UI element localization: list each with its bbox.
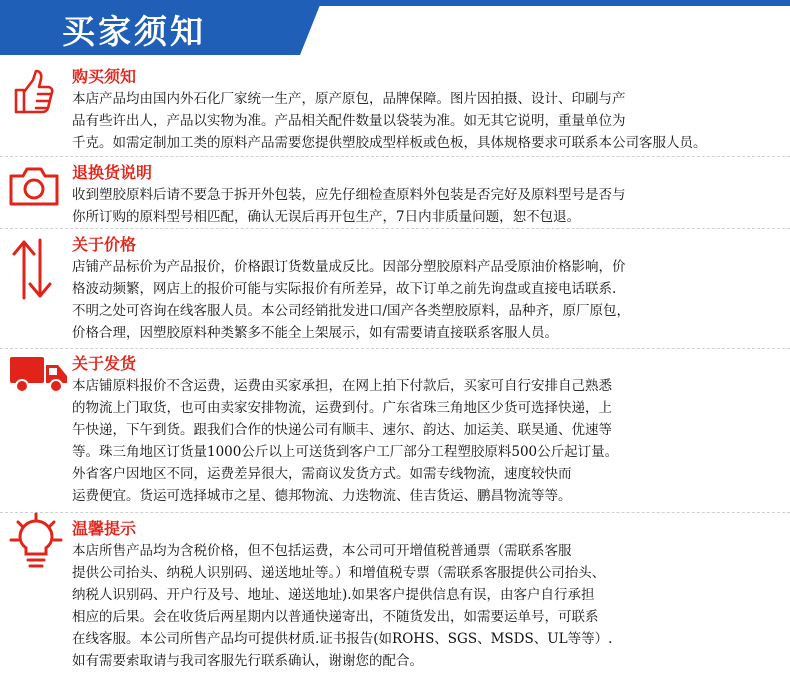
- divider: [0, 228, 790, 229]
- section-body: [72, 184, 782, 228]
- text-line: 如有需要索取请与我司客服先行联系确认，谢谢您的配合。: [72, 653, 423, 669]
- text-line: 运费便宜。货运可选择城市之星、德邦物流、力迭物流、佳吉货运、鹏昌物流等等。: [72, 488, 572, 504]
- text-line: 价格合理，因塑胶原料种类繁多不能全上架展示，如有需要请直接联系客服人员。: [72, 325, 558, 341]
- section-title: 温馨提示: [72, 519, 137, 538]
- banner-wedge: [300, 0, 322, 55]
- text-line: 午快递，下午到货。跟我们合作的快递公司有顺丰、速尔、韵达、加运美、联昊通、优速等: [72, 422, 612, 438]
- text-line: 纳税人识别码、开户行及号、地址、递送地址).如果客户提供信息有误，由客户自行承担: [72, 587, 595, 603]
- section-title: 关于发货: [72, 354, 137, 373]
- section-title: 关于价格: [72, 235, 137, 254]
- text-line: 你所订购的原料型号相匹配，确认无误后再开包生产，7日内非质量问题，恕不包退。: [72, 209, 581, 225]
- section-title: 退换货说明: [72, 163, 153, 182]
- banner-stripe: [318, 0, 790, 6]
- text-line: 提供公司抬头、纳税人识别码、递送地址等。）和增值税专票（需联系客服提供公司抬头、: [72, 565, 606, 581]
- page-title: 买家须知: [62, 12, 206, 51]
- camera-icon: [8, 164, 60, 208]
- text-line: 千克。如需定制加工类的原料产品需要您提供塑胶成型样板或色板，具体规格要求可联系本公司客服人员。: [72, 135, 707, 151]
- text-line: 本店所售产品均为含税价格，但不包括运费，本公司可开增值税普通票（需联系客服: [72, 543, 572, 559]
- section-body: [72, 88, 782, 154]
- text-line: 格波动频繁，网店上的报价可能与实际报价有所差异，故下订单之前先询盘或直接电话联系.: [72, 281, 617, 297]
- divider: [0, 156, 790, 157]
- text-line: 的物流上门取货，也可由卖家安排物流，运费到付。广东省珠三角地区少货可选择快递，上: [72, 400, 612, 416]
- text-line: 在线客服。本公司所售产品均可提供材质.证书报告(如ROHS、SGS、MSDS、UL等等）.: [72, 631, 613, 647]
- section-body: [72, 256, 782, 344]
- text-line: 外省客户因地区不同，运费差异很大，需商议发货方式。如需专线物流，速度较快而: [72, 466, 572, 482]
- section-body: [72, 375, 782, 507]
- section-body: [72, 540, 782, 672]
- text-line: 品有些许出人，产品以实物为准。产品相关配件数量以袋装为准。如无其它说明，重量单位为: [72, 113, 626, 129]
- text-line: 不明之处可咨询在线客服人员。本公司经销批发进口/国产各类塑胶原料，品种齐，原厂原包，: [72, 303, 631, 319]
- text-line: 本店产品均由国内外石化厂家统一生产，原产原包，品牌保障。图片因拍摄、设计、印刷与产: [72, 91, 626, 107]
- thumbs-up-icon: [8, 68, 56, 118]
- divider: [0, 512, 790, 513]
- text-line: 相应的后果。会在收货后两星期内以普通快递寄出，不随货发出，如需要运单号，可联系: [72, 609, 599, 625]
- section-title: 购买须知: [72, 67, 137, 86]
- divider: [0, 348, 790, 349]
- text-line: 等。珠三角地区订货量1000公斤以上可送货到客户工厂部分工程塑胶原料500公斤起订量。: [72, 444, 619, 460]
- lightbulb-icon: [8, 510, 64, 572]
- text-line: 收到塑胶原料后请不要急于拆开外包装，应先仔细检查原料外包装是否完好及原料型号是否与: [72, 187, 626, 203]
- up-down-arrows-icon: [8, 236, 56, 302]
- text-line: 本店铺原料报价不含运费，运费由买家承担，在网上拍下付款后，买家可自行安排自己熟悉: [72, 378, 612, 394]
- text-line: 店铺产品标价为产品报价，价格跟订货数量成反比。因部分塑胶原料产品受原油价格影响，价: [72, 259, 626, 275]
- delivery-truck-icon: [8, 353, 70, 395]
- header-banner: [0, 0, 790, 55]
